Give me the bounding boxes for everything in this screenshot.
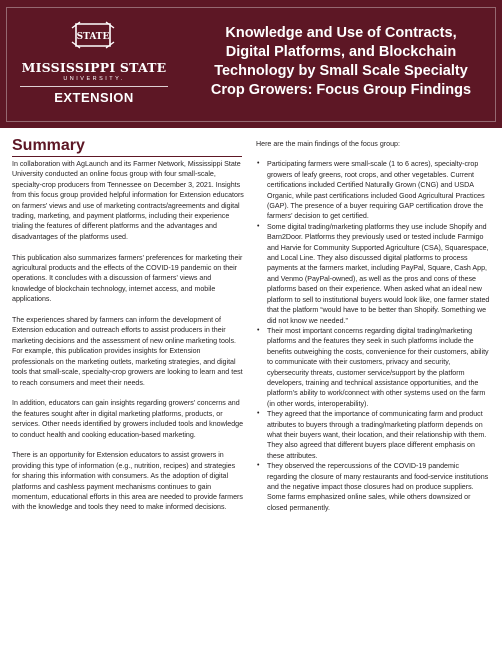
finding-text: They agreed that the importance of communicating farm and product attributes to buyers through a trading/marketing platform depends on what their buyers want, their location, and their relationship with them. They also agreed that different buyers place different emphasis on these attributes. bbox=[267, 410, 487, 460]
msu-seal-icon bbox=[70, 18, 116, 52]
extension-label: EXTENSION bbox=[54, 90, 134, 105]
finding-item bbox=[256, 222, 490, 326]
findings-intro: Here are the main findings of the focus group: bbox=[256, 140, 400, 148]
finding-item bbox=[256, 159, 490, 221]
bullet-icon: • bbox=[257, 326, 260, 334]
finding-text: They observed the repercussions of the COVID-19 pandemic regarding the closure of many restaurants and food-service institutions and the negative impact those closures had on produce suppliers. Some farms emphasized online sales, while others downsized or closed permanently. bbox=[267, 462, 489, 512]
finding-text: Participating farmers were small-scale (1 to 6 acres), specialty-crop growers of leafy greens, root crops, and other vegetables. Current certifications included Certified Naturally Grown (CNG) and USDA Organic, while past certifications included Good Agricultural Practices (GAP). The presence of a buyer requiring GAP certification drove the farmers’ decision to get certified. bbox=[267, 160, 485, 221]
finding-item bbox=[256, 326, 490, 409]
logo-divider bbox=[20, 86, 168, 87]
finding-text: Some digital trading/marketing platforms they use include Shopify and Barn2Door. Platforms they previously used or tested include Farmigo and Harvie for Community Supported Agriculture (CSA), Squarespace, and Local Line. They also discussed digital platforms to process payments at the farmers market, including PayPal, Square, Cash App, and Venmo (PayPal-owned), as well as the pros and cons of these platforms based on their experience. When asked what an ideal new platform to sell to institutional buyers would look like, one farmer stated that the platform “would have to be better than Shopify. Something we did not know we needed.” bbox=[267, 222, 490, 325]
seal-text: STATE bbox=[76, 32, 110, 42]
findings-column bbox=[256, 139, 490, 513]
msu-extension-logo bbox=[14, 16, 174, 112]
header-banner bbox=[0, 0, 502, 128]
summary-paragraph: In addition, educators can gain insights regarding growers’ concerns and the features sought after in digital marketing platforms, products, or services. Other needs identified by growers included tools and knowledge to conduct health and cooking education-based marketing. bbox=[12, 399, 244, 439]
bullet-icon: • bbox=[257, 462, 260, 470]
finding-item bbox=[256, 409, 490, 461]
summary-column bbox=[12, 159, 244, 523]
finding-text: Their most important concerns regarding digital trading/marketing platforms and the features they seek in such platforms include the benefits outweighing the costs, convenience for their customers, ability to communicate with their customers, privacy and security, cybersecurity threats, customer service/support by the platform developers, training and technical assistance opportunities, and the platform’s ability to work/connect with other systems used on the farm (in other words, interoperability). bbox=[267, 326, 489, 408]
summary-paragraph: In collaboration with AgLaunch and its Farmer Network, Mississippi State University conducted an online focus group with four small-scale, specialty-crop producers from Tennessee on December 3, 2021. Insights from this focus group provided helpful information for Extension educators on farmers’ views and use of marketing contracts/agreements and digital trading, marketing, and payment platforms, including their experience trialing the features of different platforms and the advantages and disadvantages of the platforms used. bbox=[12, 160, 244, 241]
findings-list bbox=[256, 159, 490, 513]
bullet-icon: • bbox=[257, 160, 260, 168]
bullet-icon: • bbox=[257, 222, 260, 230]
university-name: MISSISSIPPI STATE bbox=[21, 60, 167, 75]
summary-paragraph: The experiences shared by farmers can inform the development of Extension education and outreach efforts to assist producers in their marketing decisions and the assessment of new online marketing tools. For example, this publication provides insights for Extension professionals on the marketing outlets, marketing strategies, and digital tools that small-scale, specialty-crop growers are looking to learn and test to reach consumers and meet their needs. bbox=[12, 316, 243, 387]
finding-item bbox=[256, 461, 490, 513]
summary-paragraph: This publication also summarizes farmers’ preferences for marketing their agricultural products and the effects of the COVID-19 pandemic on their operations. It concludes with a discussion of farmers’ views and knowledge of blockchain technology, internet access, and mobile applications. bbox=[12, 253, 243, 304]
summary-heading: Summary bbox=[12, 137, 85, 154]
summary-paragraph: There is an opportunity for Extension educators to assist growers in providing this type of information (e.g., nutrition, recipes) and strategies for sharing this information with consumers. As the adoption of digital platforms and cashless payment mechanisms continues to gain momentum, educational efforts in this area are needed to provide farmers with the knowledge and tools they need to make informed decisions. bbox=[12, 451, 243, 512]
university-sub: UNIVERSITY. bbox=[63, 76, 125, 82]
document-title: Knowledge and Use of Contracts, Digital Platforms, and Blockchain Technology by Small Scale Specialty Crop Growers: Focus Group Findings bbox=[210, 25, 472, 98]
bullet-icon: • bbox=[257, 410, 260, 418]
summary-divider bbox=[12, 156, 242, 157]
